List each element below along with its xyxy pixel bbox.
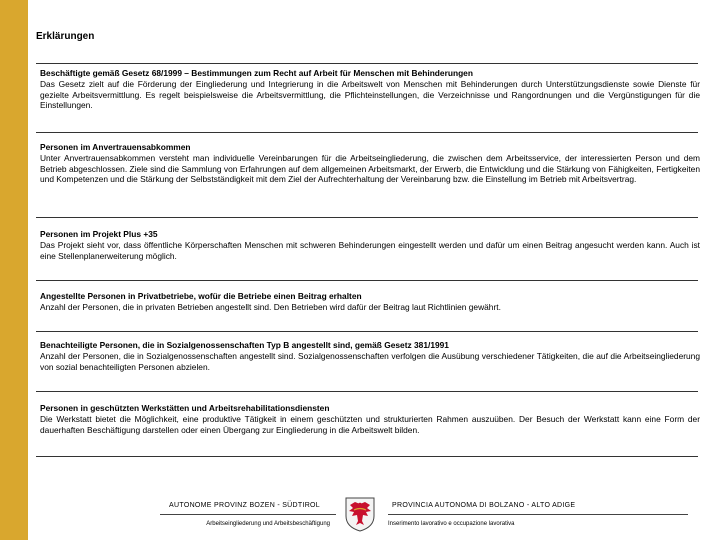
divider — [36, 456, 698, 457]
section-title: Personen im Anvertrauensabkommen — [40, 142, 191, 152]
footer-org-de: AUTONOME PROVINZ BOZEN - SÜDTIROL — [169, 502, 320, 509]
sidebar-text — [0, 0, 1, 536]
divider — [36, 331, 698, 332]
divider — [36, 132, 698, 133]
section-privatbetriebe — [40, 291, 700, 313]
section-body: Unter Anvertrauensabkommen versteht man individuelle Vereinbarungen für die Arbeitseingliederung, die zwischen dem Arbeitsservice, der interessierten Person und dem Betrieb abgeschlossen. Ziele sind die Sammlung von Erfahrungen auf dem allgemeinen Arbeitsmarkt, der Erwerb, die Entwicklung und die Stärkung von Fähigkeiten, Fertigkeiten und Kompetenzen und die Stärkung der Selbstständigkeit mit dem Ziel der Aufrechterhaltung der Vereinbarung bzw. die Einstellung im Betrieb mit Arbeitsvertrag. — [40, 152, 700, 185]
divider — [36, 217, 698, 218]
footer-dept-de: Arbeitseingliederung und Arbeitsbeschäftigung — [206, 521, 330, 527]
footer-org-it: PROVINCIA AUTONOMA DI BOLZANO - ALTO ADIGE — [392, 502, 576, 509]
footer-dept-it: Inserimento lavorativo e occupazione lavorativa — [388, 521, 515, 527]
footer-divider-left — [160, 514, 336, 515]
section-title: Angestellte Personen in Privatbetriebe, wofür die Betriebe einen Beitrag erhalten — [40, 291, 362, 301]
section-sozialgenossenschaften — [40, 340, 700, 372]
section-body: Anzahl der Personen, die in privaten Betrieben angestellt sind. Den Betrieben wird dafür der Beitrag laut Richtlinien gewährt. — [40, 301, 501, 312]
section-title: Benachteiligte Personen, die in Sozialgenossenschaften Typ B angestellt sind, gemäß Gesetz 381/1991 — [40, 340, 449, 350]
section-title: Personen in geschützten Werkstätten und Arbeitsrehabilitationsdiensten — [40, 403, 330, 413]
coat-of-arms-eagle-icon — [343, 496, 377, 532]
section-body: Die Werkstatt bietet die Möglichkeit, eine produktive Tätigkeit in einem geschützten und strukturierten Rahmen auszuüben. Der Besuch der Werkstatt kann eine Form der dauerhaften Beschäftigung darstellen oder einen Übergang zur Eingliederung in die Arbeitswelt bilden. — [40, 413, 700, 435]
sidebar-band — [0, 0, 28, 540]
divider — [36, 63, 698, 64]
section-body: Das Gesetz zielt auf die Förderung der Eingliederung und Integrierung in die Arbeitswelt von Menschen mit Behinderungen durch Unterstützungsdienste sowie Dienste für gezielte Arbeitsvermittlung. Es regelt beispielsweise die Arbeitsvermittlung, die Pflichteinstellungen, die Verzeichnisse und Rangordnungen und die Vergünstigungen für die Einstellungen. — [40, 78, 700, 111]
section-werkstaetten — [40, 403, 700, 435]
section-body: Anzahl der Personen, die in Sozialgenossenschaften angestellt sind. Sozialgenossenschaften verfolgen die Ausübung verschiedener Tätigkeiten, die auf die Arbeitseingliederung von sozial benachteiligten Personen abzielen. — [40, 350, 700, 372]
section-law-68-1999 — [40, 68, 700, 111]
page-title: Erklärungen — [36, 31, 95, 42]
section-projekt-plus-35 — [40, 229, 700, 261]
section-title: Beschäftigte gemäß Gesetz 68/1999 – Bestimmungen zum Recht auf Arbeit für Menschen mit Behinderungen — [40, 68, 473, 78]
footer-divider-right — [388, 514, 688, 515]
divider — [36, 280, 698, 281]
section-body: Das Projekt sieht vor, dass öffentliche Körperschaften Menschen mit schweren Behinderungen eingestellt werden und dafür um einen Beitrag angesucht werden kann. Auch ist eine Stellenplanerweiterung möglich. — [40, 239, 700, 261]
section-title: Personen im Projekt Plus +35 — [40, 229, 158, 239]
section-anvertrauensabkommen — [40, 142, 700, 185]
divider — [36, 391, 698, 392]
